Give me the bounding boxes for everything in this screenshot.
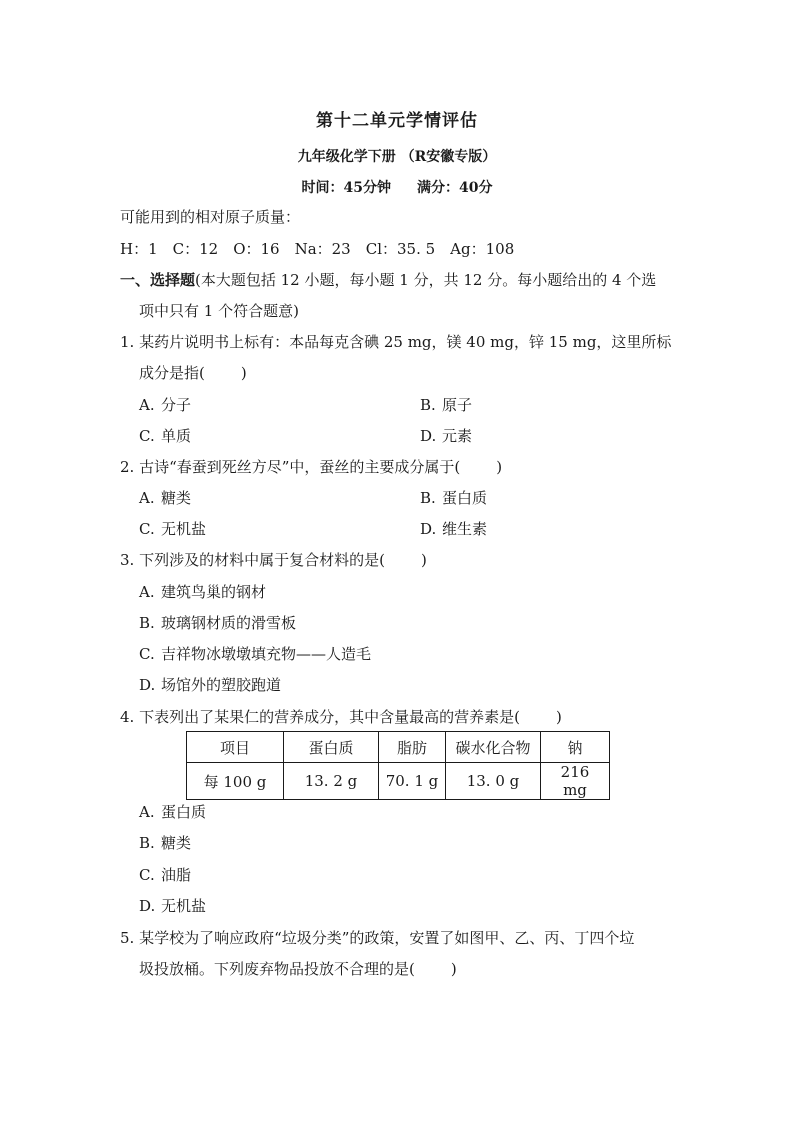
exam-subtitle: 九年级化学下册 （R安徽专版）	[297, 149, 497, 165]
q4-option-c[interactable]: C. 油脂	[139, 866, 192, 884]
question-1-line2: 成分是指( )	[139, 364, 247, 382]
table-cell: 70. 1 g	[379, 763, 446, 800]
q1-option-a[interactable]: A. 分子	[139, 396, 192, 414]
table-cell: 每 100 g	[187, 763, 284, 800]
q3-option-c[interactable]: C. 吉祥物冰墩墩填充物——人造毛	[139, 645, 372, 663]
table-header-cell: 蛋白质	[284, 732, 379, 763]
section-heading	[120, 269, 656, 290]
q3-option-a[interactable]: A. 建筑鸟巢的钢材	[139, 583, 267, 601]
section-title: 一、选择题	[120, 271, 196, 289]
q1-option-b[interactable]: B. 原子	[420, 396, 473, 414]
table-header-cell: 钠	[541, 732, 610, 763]
section-desc-2: 项中只有 1 个符合题意)	[139, 302, 299, 320]
exam-time: 时间：45分钟	[301, 180, 391, 196]
exam-title: 第十二单元学情评估	[316, 111, 478, 131]
table-header-cell: 碳水化合物	[446, 732, 541, 763]
atomic-mass-values: H：1 C：12 O：16 Na：23 Cl：35. 5 Ag：108	[120, 240, 515, 258]
table-header-cell: 脂肪	[379, 732, 446, 763]
nutrition-table	[186, 731, 610, 800]
q4-option-b[interactable]: B. 糖类	[139, 834, 192, 852]
atomic-mass-label: 可能用到的相对原子质量：	[120, 208, 301, 226]
q4-option-d[interactable]: D. 无机盐	[139, 897, 207, 915]
question-2: 2. 古诗“春蚕到死丝方尽”中，蚕丝的主要成分属于( )	[120, 458, 503, 476]
q2-option-a[interactable]: A. 糖类	[139, 489, 192, 507]
exam-info	[0, 177, 794, 197]
q4-option-a[interactable]: A. 蛋白质	[139, 803, 207, 821]
section-desc-1: (本大题包括 12 小题，每小题 1 分，共 12 分。每小题给出的 4 个选	[195, 271, 657, 289]
q1-option-c[interactable]: C. 单质	[139, 427, 192, 445]
q3-option-b[interactable]: B. 玻璃钢材质的滑雪板	[139, 614, 297, 632]
q2-option-d[interactable]: D. 维生素	[420, 520, 488, 538]
table-cell: 13. 2 g	[284, 763, 379, 800]
q1-option-d[interactable]: D. 元素	[420, 427, 473, 445]
table-cell: 216 mg	[541, 763, 610, 800]
exam-score: 满分：40分	[417, 180, 493, 196]
question-3: 3. 下列涉及的材料中属于复合材料的是( )	[120, 551, 427, 569]
q3-option-d[interactable]: D. 场馆外的塑胶跑道	[139, 676, 282, 694]
q2-option-b[interactable]: B. 蛋白质	[420, 489, 488, 507]
q2-option-c[interactable]: C. 无机盐	[139, 520, 207, 538]
table-cell: 13. 0 g	[446, 763, 541, 800]
question-5-line2: 圾投放桶。下列废弃物品投放不合理的是( )	[139, 960, 457, 978]
question-5-line1: 5. 某学校为了响应政府“垃圾分类”的政策，安置了如图甲、乙、丙、丁四个垃	[120, 929, 635, 947]
table-header-cell: 项目	[187, 732, 284, 763]
question-4: 4. 下表列出了某果仁的营养成分，其中含量最高的营养素是( )	[120, 708, 562, 726]
table-row	[187, 763, 610, 800]
table-header-row	[187, 732, 610, 763]
question-1-line1: 1. 某药片说明书上标有：本品每克含碘 25 mg，镁 40 mg，锌 15 mg，这里所标	[120, 333, 672, 351]
